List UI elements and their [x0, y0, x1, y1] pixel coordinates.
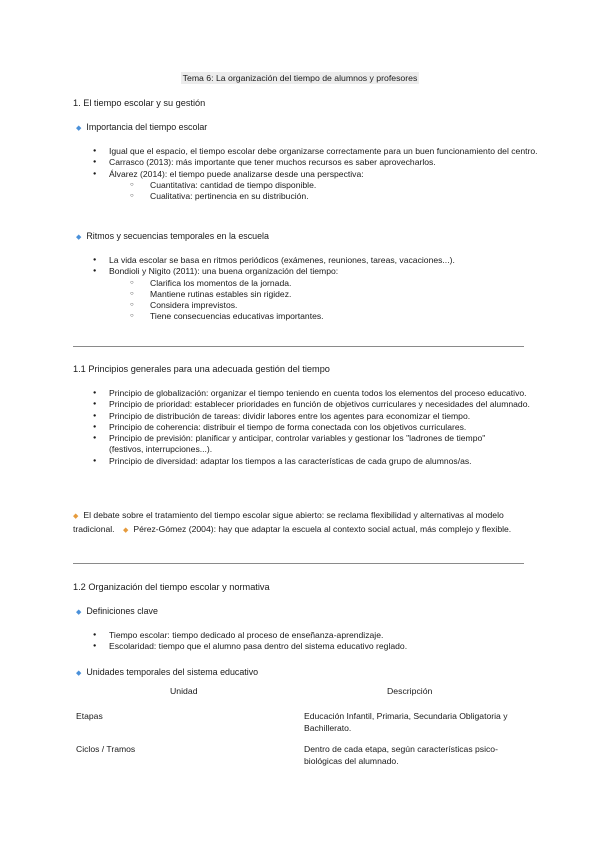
list-item-text: Bondioli y Nigito (2011): una buena organización del tiempo:	[109, 266, 339, 277]
subheading-label: Unidades temporales del sistema educativo	[86, 667, 259, 677]
sub-list	[109, 278, 455, 323]
note-text: El debate sobre el tratamiento del tiempo escolar sigue abierto: se reclama flexibilidad y alternativas al modelo tradicional.	[73, 510, 504, 534]
table-cell-desc: Educación Infantil, Primaria, Secundaria Obligatoria y Bachillerato.	[304, 711, 508, 733]
debate-note	[73, 509, 523, 537]
sub-list-item: ○ Mantiene rutinas estables sin rigidez.	[130, 289, 455, 300]
horizontal-divider	[73, 563, 524, 564]
subheading-unidades	[76, 667, 258, 679]
sub-list	[109, 180, 539, 203]
subheading-label: Ritmos y secuencias temporales en la escuela	[86, 231, 269, 241]
section-1-heading: 1. El tiempo escolar y su gestión	[73, 98, 206, 108]
subheading-importancia	[76, 122, 207, 134]
sub-list-item: ○ Tiene consecuencias educativas importantes.	[130, 311, 455, 322]
subheading-ritmos	[76, 231, 269, 243]
list-item: ● Principio de globalización: organizar el tiempo teniendo en cuenta todos los elementos del proceso educativo.	[93, 388, 539, 399]
table-cell-unit: Ciclos / Tramos	[76, 744, 136, 754]
diamond-bullet-icon: ◆	[76, 125, 82, 132]
table-header-descripcion: Descripción	[387, 686, 433, 696]
diamond-bullet-icon: ◆	[122, 527, 129, 534]
list-item: ● La vida escolar se basa en ritmos periódicos (exámenes, reuniones, tareas, vacaciones...).	[93, 255, 455, 266]
title-block	[0, 73, 600, 84]
list-item: ● Principio de coherencia: distribuir el tiempo de forma conectada con los objetivos curriculares.	[93, 422, 539, 433]
definitions-list	[93, 630, 407, 653]
list-item: ● Tiempo escolar: tiempo dedicado al proceso de enseñanza-aprendizaje.	[93, 630, 407, 641]
subheading-definiciones	[76, 606, 158, 618]
list-item: ● Escolaridad: tiempo que el alumno pasa dentro del sistema educativo reglado.	[93, 641, 407, 652]
table-cell-unit: Etapas	[76, 711, 103, 721]
diamond-bullet-icon: ◆	[76, 609, 82, 616]
list-item: ● Carrasco (2013): más importante que tener muchos recursos es saber aprovecharlos.	[93, 157, 539, 168]
diamond-bullet-icon: ◆	[76, 234, 82, 241]
sub-list-item: ○ Clarifica los momentos de la jornada.	[130, 278, 455, 289]
bullet-list	[93, 255, 455, 323]
bullet-list	[93, 146, 539, 202]
subheading-label: Definiciones clave	[86, 606, 158, 616]
sub-list-item: ○ Considera imprevistos.	[130, 300, 455, 311]
list-item: ● Igual que el espacio, el tiempo escolar debe organizarse correctamente para un buen funcionamiento del centro.	[93, 146, 539, 157]
list-item: ● Principio de diversidad: adaptar los tiempos a las características de cada grupo de alumnos/as.	[93, 456, 539, 467]
sub-list-item: ○ Cualitativa: pertinencia en su distribución.	[130, 191, 539, 202]
diamond-bullet-icon: ◆	[73, 513, 79, 520]
principles-list	[93, 388, 539, 467]
diamond-bullet-icon: ◆	[76, 670, 82, 677]
sub-list-item: ○ Cuantitativa: cantidad de tiempo disponible.	[130, 180, 539, 191]
section-1-1-heading: 1.1 Principios generales para una adecuada gestión del tiempo	[73, 364, 330, 374]
list-item: ● Principio de previsión: planificar y anticipar, controlar variables y gestionar los "ladrones de tiempo" (festivos, interrupciones...).	[93, 433, 519, 456]
list-item	[93, 169, 539, 203]
horizontal-divider	[73, 346, 524, 347]
list-item-text: Álvarez (2014): el tiempo puede analizarse desde una perspectiva:	[109, 168, 364, 179]
table-header-unidad: Unidad	[170, 686, 198, 696]
note-text: Pérez-Gómez (2004): hay que adaptar la escuela al contexto social actual, más complejo y flexible.	[133, 524, 512, 534]
document-title: Tema 6: La organización del tiempo de alumnos y profesores	[182, 73, 418, 83]
list-item: ● Principio de distribución de tareas: dividir labores entre los agentes para economizar el tiempo.	[93, 411, 539, 422]
subheading-label: Importancia del tiempo escolar	[86, 122, 208, 132]
list-item: ● Principio de prioridad: establecer prioridades en función de objetivos curriculares y necesidades del alumnado.	[93, 399, 539, 410]
section-1-2-heading: 1.2 Organización del tiempo escolar y normativa	[73, 582, 270, 592]
list-item	[93, 266, 455, 322]
table-cell-desc: Dentro de cada etapa, según características psico-biológicas del alumnado.	[304, 744, 498, 766]
